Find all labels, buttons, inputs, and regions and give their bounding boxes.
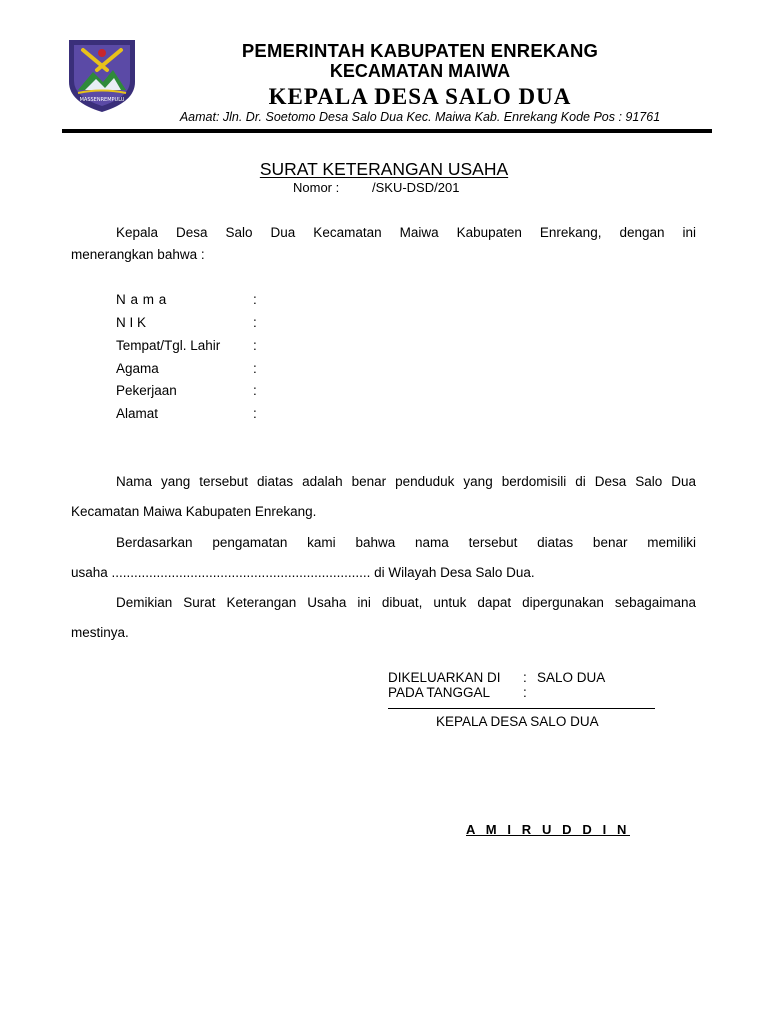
header-divider [62,129,712,133]
office-address: Aamat: Jln. Dr. Soetomo Desa Salo Dua Kec. Maiwa Kab. Enrekang Kode Pos : 91761 [179,110,661,124]
para2-line-1: Berdasarkan pengamatan kami bahwa nama tersebut diatas benar memiliki [116,535,696,550]
field-colon-occupation: : [253,383,257,398]
field-label-nama: N a m a [116,292,167,307]
field-colon-nama: : [253,292,257,307]
signer-name: A M I R U D D I N [466,822,630,837]
svg-text:MASSENREMPULU: MASSENREMPULU [79,97,125,103]
field-label-nik: N I K [116,315,147,330]
letter-title: SURAT KETERANGAN USAHA [259,159,509,179]
field-colon-religion: : [253,361,257,376]
para2-line-2: usaha ..................................................................... di Wilayah Desa Salo Dua. [71,565,535,580]
intro-line-2: menerangkan bahwa : [71,247,205,262]
para1-line-2: Kecamatan Maiwa Kabupaten Enrekang. [71,504,317,519]
issued-label: DIKELUARKAN DI [388,670,501,685]
issued-colon: : [523,670,527,685]
signature-divider [388,708,655,709]
signer-position: KEPALA DESA SALO DUA [436,714,599,729]
date-label: PADA TANGGAL [388,685,491,700]
field-label-birth: Tempat/Tgl. Lahir [116,338,221,353]
para1-line-1: Nama yang tersebut diatas adalah benar penduduk yang berdomisili di Desa Salo Dua [116,474,696,489]
regency-emblem-icon [63,36,141,114]
field-colon-birth: : [253,338,257,353]
date-colon: : [523,685,527,700]
government-title: PEMERINTAH KABUPATEN ENREKANG [241,40,599,61]
issued-value: SALO DUA [537,670,606,685]
field-label-address: Alamat [116,406,159,421]
nomor-value: /SKU-DSD/201 [372,180,460,195]
para3-line-1: Demikian Surat Keterangan Usaha ini dibuat, untuk dapat dipergunakan sebagaimana [116,595,696,610]
intro-line-1: Kepala Desa Salo Dua Kecamatan Maiwa Kabupaten Enrekang, dengan ini [116,225,696,240]
field-label-occupation: Pekerjaan [116,383,177,398]
field-colon-nik: : [253,315,257,330]
office-title: KEPALA DESA SALO DUA [268,84,572,109]
district-title: KECAMATAN MAIWA [329,61,511,81]
field-colon-address: : [253,406,257,421]
nomor-label: Nomor : [293,180,340,195]
field-label-religion: Agama [116,361,159,376]
para3-line-2: mestinya. [71,625,129,640]
